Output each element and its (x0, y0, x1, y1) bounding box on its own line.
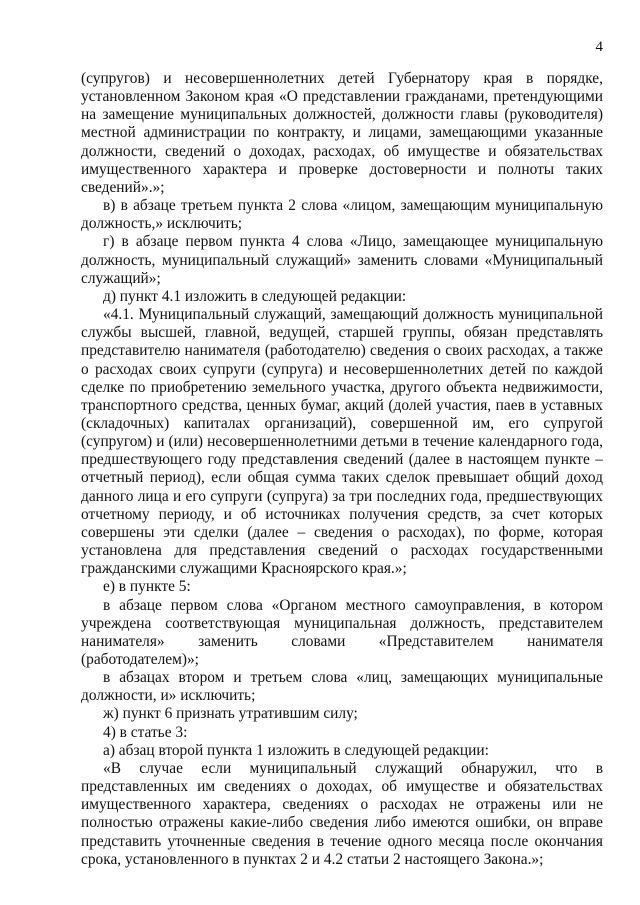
paragraph-item-a: а) абзац второй пункта 1 изложить в следующей редакции: (103, 741, 489, 759)
paragraph-item-v: в) в абзаце третьем пункта 2 слова «лицом, замещающим муниципальную должность,» исключить; (81, 197, 603, 233)
document-body (81, 70, 603, 869)
paragraph-quote-correction: «В случае если муниципальный служащий обнаружил, что в представленных им сведениях о доходах, об имуществе и обязательствах имущественного характера, сведениях о расходах не отражены или не полностью отражены какие-либо сведения либо имеются ошибки, он вправе представить уточненные сведения в течение одного месяца после окончания срока, установленного в пунктах 2 и 4.2 статьи 2 настоящего Закона.»; (81, 759, 603, 868)
paragraph-item-zh: ж) пункт 6 признать утратившим силу; (103, 705, 358, 723)
paragraph-abzac-second-third: в абзацах втором и третьем слова «лиц, замещающих муниципальные должности, и» исключить; (81, 669, 603, 705)
paragraph-article-3: 4) в статье 3: (103, 723, 188, 741)
paragraph-abzac-first: в абзаце первом слова «Органом местного самоуправления, в котором учреждена соответствующая муниципальная должность, представителем нанимателя» заменить словами «Представителем нанимателя (работодателем)»; (81, 596, 603, 668)
paragraph-continuation: (супругов) и несовершеннолетних детей Губернатору края в порядке, установленном Законом края «О представлении гражданами, претендующими на замещение муниципальных должностей, должности главы (руководителя) местной администрации по контракту, и лицами, замещающими указанные должности, сведений о доходах, расходах, об имуществе и обязательствах имущественного характера и проверке достоверности и полноты таких сведений».»; (81, 70, 603, 196)
paragraph-quote-4-1: «4.1. Муниципальный служащий, замещающий должность муниципальной службы высшей, главной, ведущей, старшей группы, обязан представлять представителю нанимателя (работодателю) сведения о своих расходах, а также о расходах своих супруги (супруга) и несовершеннолетних детей по каждой сделке по приобретению земельного участка, другого объекта недвижимости, транспортного средства, ценных бумаг, акций (долей участия, паев в уставных (складочных) капиталах организаций), совершенной им, его супругой (супругом) и (или) несовершеннолетними детьми в течение календарного года, предшествующего году представления сведений (далее в настоящем пункте – отчетный период), если общая сумма таких сделок превышает общий доход данного лица и его супруги (супруга) за три последних года, предшествующих отчетному периоду, и об источниках получения средств, за счет которых совершены эти сделки (далее – сведения о расходах), по форме, которая установлена для представления сведений о расходах государственными гражданскими служащими Красноярского края.»; (81, 306, 603, 578)
paragraph-item-d: д) пункт 4.1 изложить в следующей редакции: (103, 287, 407, 305)
page-number: 4 (595, 39, 603, 55)
paragraph-item-e: е) в пункте 5: (103, 578, 191, 596)
paragraph-item-g: г) в абзаце первом пункта 4 слова «Лицо, замещающее муниципальную должность, муниципальный служащий» заменить словами «Муниципальный служащий»; (81, 233, 603, 287)
